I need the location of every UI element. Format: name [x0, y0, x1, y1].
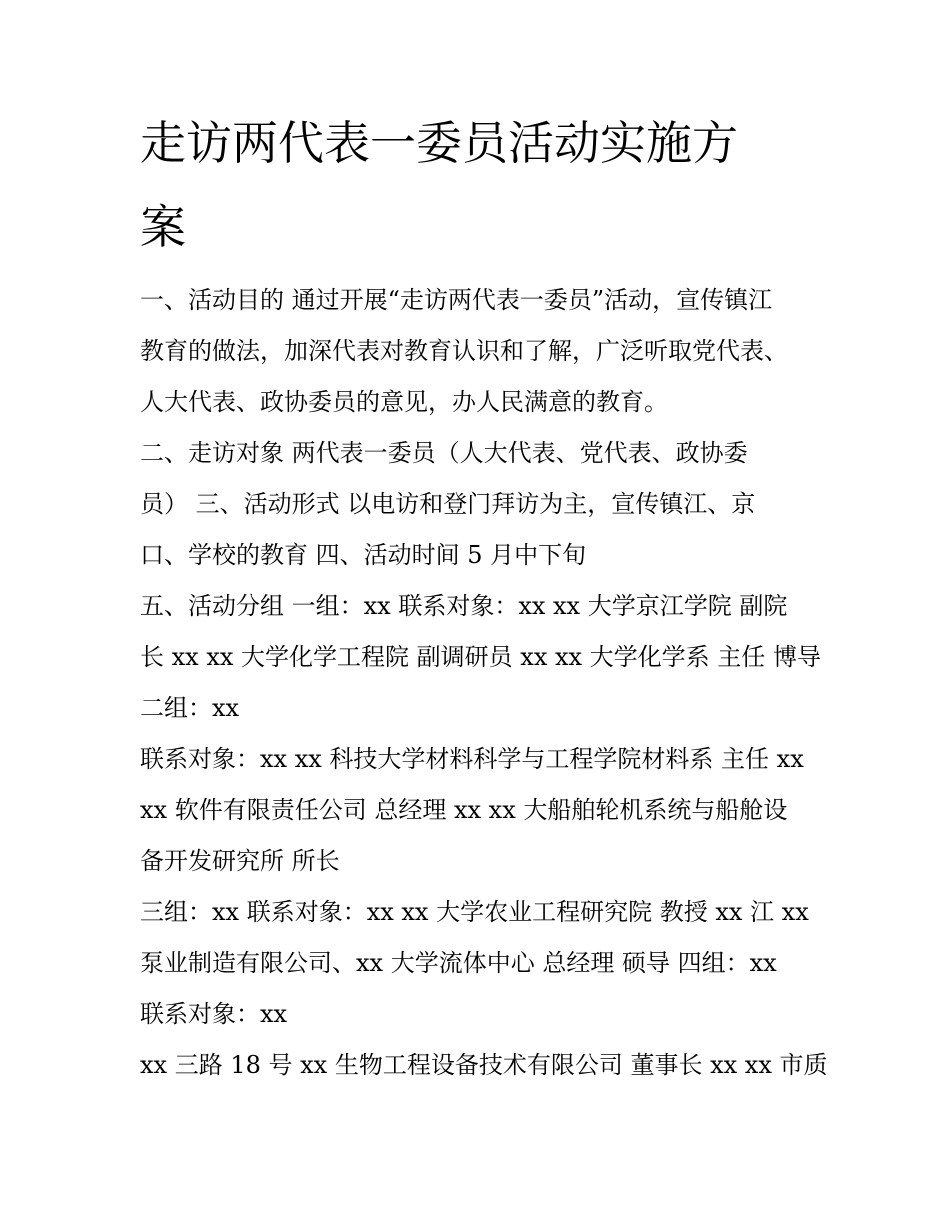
body-line: 联系对象：xx: [140, 1000, 288, 1028]
body-line: 长 xx xx 大学化学工程院 副调研员 xx xx 大学化学系 主任 博导: [140, 643, 821, 671]
body-line: 泵业制造有限公司、xx 大学流体中心 总经理 硕导 四组：xx: [140, 949, 777, 977]
body-line: 口、学校的教育 四、活动时间 5 月中下旬: [140, 541, 587, 569]
body-line: 联系对象：xx xx 科技大学材料科学与工程学院材料系 主任 xx: [140, 745, 804, 773]
body-line: 员） 三、活动形式 以电访和登门拜访为主，宣传镇江、京: [140, 490, 756, 518]
document-title-line-1: 走访两代表一委员活动实施方: [140, 116, 738, 170]
document-title-line-2: 案: [140, 200, 186, 254]
body-line: 教育的做法，加深代表对教育认识和了解，广泛听取党代表、: [140, 337, 788, 365]
body-line: 二组：xx: [140, 694, 240, 722]
body-line: 备开发研究所 所长: [140, 847, 340, 875]
body-line: 人大代表、政协委员的意见，办人民满意的教育。: [140, 388, 668, 416]
body-line: 五、活动分组 一组：xx 联系对象：xx xx 大学京江学院 副院: [140, 592, 788, 620]
body-line: 三组：xx 联系对象：xx xx 大学农业工程研究院 教授 xx 江 xx: [140, 898, 809, 926]
body-line: xx 软件有限责任公司 总经理 xx xx 大船舶轮机系统与船舱设: [140, 796, 788, 824]
body-line: xx 三路 18 号 xx 生物工程设备技术有限公司 董事长 xx xx 市质: [140, 1051, 828, 1079]
body-line: 二、走访对象 两代表一委员（人大代表、党代表、政协委: [140, 439, 748, 467]
body-line: 一、活动目的 通过开展“走访两代表一委员”活动，宣传镇江: [140, 286, 773, 314]
